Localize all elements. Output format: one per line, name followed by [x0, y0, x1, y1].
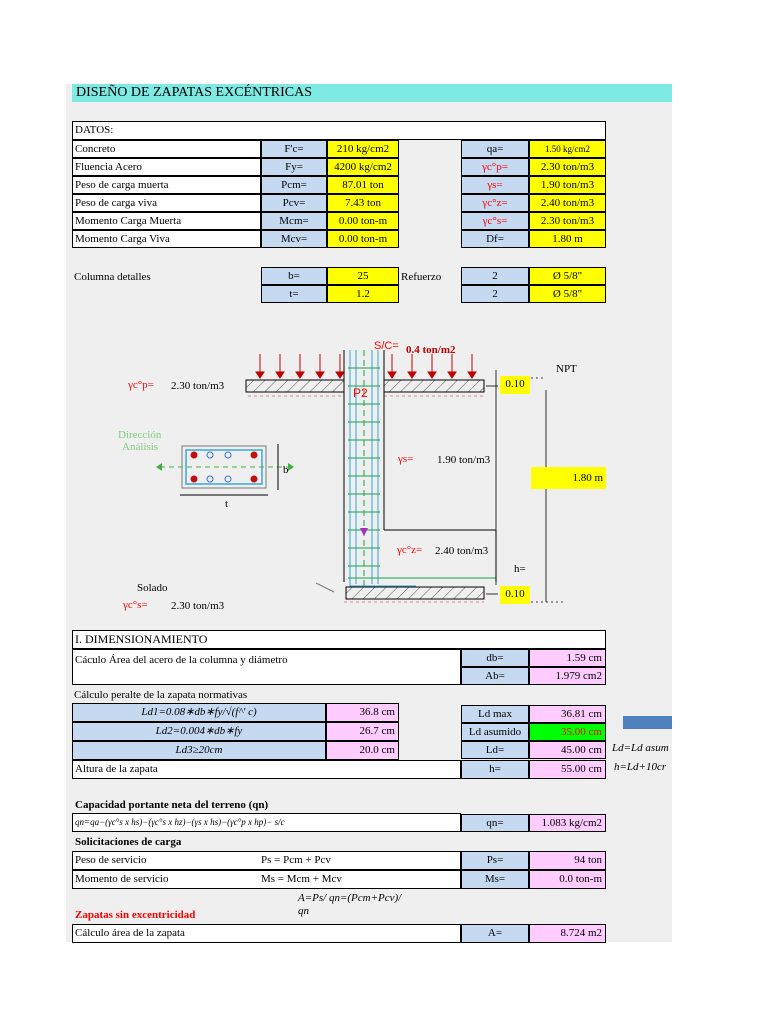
- datos-label: Momento Carga Viva: [72, 230, 261, 248]
- datos-value-2[interactable]: 2.40 ton/m3: [529, 194, 606, 212]
- refuerzo-count-2: 2: [461, 285, 529, 303]
- ps-symbol: Ps=: [461, 851, 529, 870]
- b-value[interactable]: 25: [327, 267, 399, 285]
- ldmax-symbol: Ld max: [461, 705, 529, 723]
- momento-servicio-row: [72, 870, 461, 889]
- datos-value[interactable]: 0.00 ton-m: [327, 230, 399, 248]
- t-value[interactable]: 1.2: [327, 285, 399, 303]
- soil-marks: [248, 396, 484, 602]
- peso-servicio-label: Peso de servicio: [75, 854, 147, 866]
- datos-label: Peso de carga viva: [72, 194, 261, 212]
- ld-symbol: Ld=: [461, 741, 529, 759]
- h-value: 55.00 cm: [529, 760, 606, 779]
- footing-slab: [346, 587, 484, 599]
- refuerzo-diameter-2[interactable]: Ø 5/8": [529, 285, 606, 303]
- right-floor-slab: [384, 380, 484, 392]
- datos-value-2[interactable]: 1.50 kg/cm2: [529, 140, 606, 158]
- dimensionamiento-header: I. DIMENSIONAMIENTO: [72, 630, 606, 649]
- t-symbol: t=: [261, 285, 327, 303]
- gcp-label: γc°p=: [128, 379, 154, 391]
- peralte-label: Cálculo peralte de la zapata normativas: [74, 689, 248, 701]
- ps-value: 94 ton: [529, 851, 606, 870]
- page-title: DISEÑO DE ZAPATAS EXCÉNTRICAS: [72, 84, 672, 102]
- momento-servicio-label: Momento de servicio: [75, 873, 169, 885]
- datos-value[interactable]: 7.43 ton: [327, 194, 399, 212]
- datos-value-2[interactable]: 2.30 ton/m3: [529, 158, 606, 176]
- db-value: 1.59 cm: [529, 649, 606, 667]
- h-symbol: h=: [461, 760, 529, 779]
- direccion-label: Dirección: [118, 429, 162, 441]
- datos-symbol-2: γc°p=: [461, 158, 529, 176]
- datos-value-2[interactable]: 2.30 ton/m3: [529, 212, 606, 230]
- gcp-value: 2.30 ton/m3: [171, 380, 225, 392]
- sc-value: 0.4 ton/m2: [406, 344, 456, 356]
- column-axis-arrow: [360, 528, 368, 536]
- ldmax-value: 36.81 cm: [529, 705, 606, 723]
- db-symbol: db=: [461, 649, 529, 667]
- datos-symbol-2: γs=: [461, 176, 529, 194]
- solado-leader: [316, 583, 334, 592]
- ld3-formula: Ld3≥20cm: [72, 741, 326, 760]
- a-symbol: A=: [461, 924, 529, 943]
- datos-label: Peso de carga muerta: [72, 176, 261, 194]
- b-symbol: b=: [261, 267, 327, 285]
- analisis-label: Análisis: [122, 441, 159, 453]
- gcs-value: 2.30 ton/m3: [171, 600, 225, 612]
- capacidad-header: Capacidad portante neta del terreno (qn): [75, 799, 269, 811]
- column-section: [156, 444, 294, 495]
- left-floor-slab: [246, 380, 344, 392]
- df-value: 1.80 m: [531, 467, 606, 489]
- section-t-label: t: [225, 498, 229, 510]
- datos-symbol-2: Df=: [461, 230, 529, 248]
- datos-symbol: F'c=: [261, 140, 327, 158]
- ld3-value: 20.0 cm: [326, 741, 399, 760]
- datos-header: DATOS:: [72, 121, 606, 140]
- gcz-label: γc°z=: [397, 544, 423, 556]
- altura-label: Altura de la zapata: [72, 760, 461, 779]
- datos-label: Concreto: [72, 140, 261, 158]
- datos-value-2[interactable]: 1.90 ton/m3: [529, 176, 606, 194]
- datos-symbol: Mcm=: [261, 212, 327, 230]
- ld1-formula: Ld1=0.08∗db∗fy/√(f^' c): [72, 703, 326, 722]
- ld-value: 45.00 cm: [529, 741, 606, 759]
- ld2-formula: Ld2=0.004∗db∗fy: [72, 722, 326, 741]
- a-value: 8.724 m2: [529, 924, 606, 943]
- peso-servicio-row: [72, 851, 461, 870]
- refuerzo-diameter-1[interactable]: Ø 5/8": [529, 267, 606, 285]
- top-thickness: 0.10: [500, 376, 530, 394]
- datos-value-2[interactable]: 1.80 m: [529, 230, 606, 248]
- datos-symbol: Pcv=: [261, 194, 327, 212]
- npt-label: NPT: [556, 363, 577, 375]
- ab-value: 1.979 cm2: [529, 667, 606, 685]
- ms-value: 0.0 ton-m: [529, 870, 606, 889]
- bottom-thickness: 0.10: [500, 586, 530, 604]
- area-zapata-label: Cálculo área de la zapata: [72, 924, 461, 943]
- datos-value[interactable]: 87.01 ton: [327, 176, 399, 194]
- ldasumido-symbol: Ld asumido: [461, 723, 529, 741]
- load-arrows: [256, 354, 476, 378]
- ms-symbol: Ms=: [461, 870, 529, 889]
- datos-value[interactable]: 0.00 ton-m: [327, 212, 399, 230]
- datos-value[interactable]: 4200 kg/cm2: [327, 158, 399, 176]
- solicitaciones-header: Solicitaciones de carga: [75, 836, 182, 848]
- area-formula-2: qn: [298, 905, 309, 917]
- datos-label: Momento Carga Muerta: [72, 212, 261, 230]
- datos-label: Fluencia Acero: [72, 158, 261, 176]
- qn-symbol: qn=: [461, 814, 529, 832]
- ldasumido-value[interactable]: 35.00 cm: [529, 723, 606, 741]
- ld1-value: 36.8 cm: [326, 703, 399, 722]
- datos-symbol: Pcm=: [261, 176, 327, 194]
- datos-symbol-2: qa=: [461, 140, 529, 158]
- datos-symbol: Mcv=: [261, 230, 327, 248]
- area-formula-1: A=Ps/ qn=(Pcm+Pcv)/: [298, 892, 402, 904]
- blue-shape: [623, 716, 672, 729]
- section-b-label: b: [283, 464, 289, 476]
- gs-value: 1.90 ton/m3: [437, 454, 491, 466]
- solado-label: Solado: [137, 582, 168, 594]
- gs-label: γs=: [398, 453, 414, 465]
- refuerzo-count-1: 2: [461, 267, 529, 285]
- datos-symbol: Fy=: [261, 158, 327, 176]
- datos-symbol-2: γc°z=: [461, 194, 529, 212]
- gcs-label: γc°s=: [123, 599, 148, 611]
- ms-formula: Ms = Mcm + Mcv: [261, 873, 342, 885]
- h-label: h=: [514, 563, 526, 575]
- refuerzo-label: Refuerzo: [401, 271, 442, 283]
- sin-excentricidad-label: Zapatas sin excentricidad: [75, 909, 196, 921]
- p2-label: P2: [353, 386, 368, 400]
- qn-formula: qn=qa−(γc°s x hs)−(γc°s x hz)−(γs x hs)−(γc°p x hp)− s/c: [72, 813, 461, 832]
- area-acero-label: Cáculo Área del acero de la columna y diámetro: [72, 649, 461, 685]
- qn-value: 1.083 kg/cm2: [529, 814, 606, 832]
- sc-label: S/C=: [374, 340, 399, 352]
- h-note: h=Ld+10cr: [614, 761, 667, 773]
- datos-value[interactable]: 210 kg/cm2: [327, 140, 399, 158]
- ld-note: Ld=Ld asum: [612, 742, 669, 754]
- datos-symbol-2: γc°s=: [461, 212, 529, 230]
- ab-symbol: Ab=: [461, 667, 529, 685]
- ps-formula: Ps = Pcm + Pcv: [261, 854, 331, 866]
- ld2-value: 26.7 cm: [326, 722, 399, 741]
- gcz-value: 2.40 ton/m3: [435, 545, 489, 557]
- columna-label: Columna detalles: [74, 271, 151, 283]
